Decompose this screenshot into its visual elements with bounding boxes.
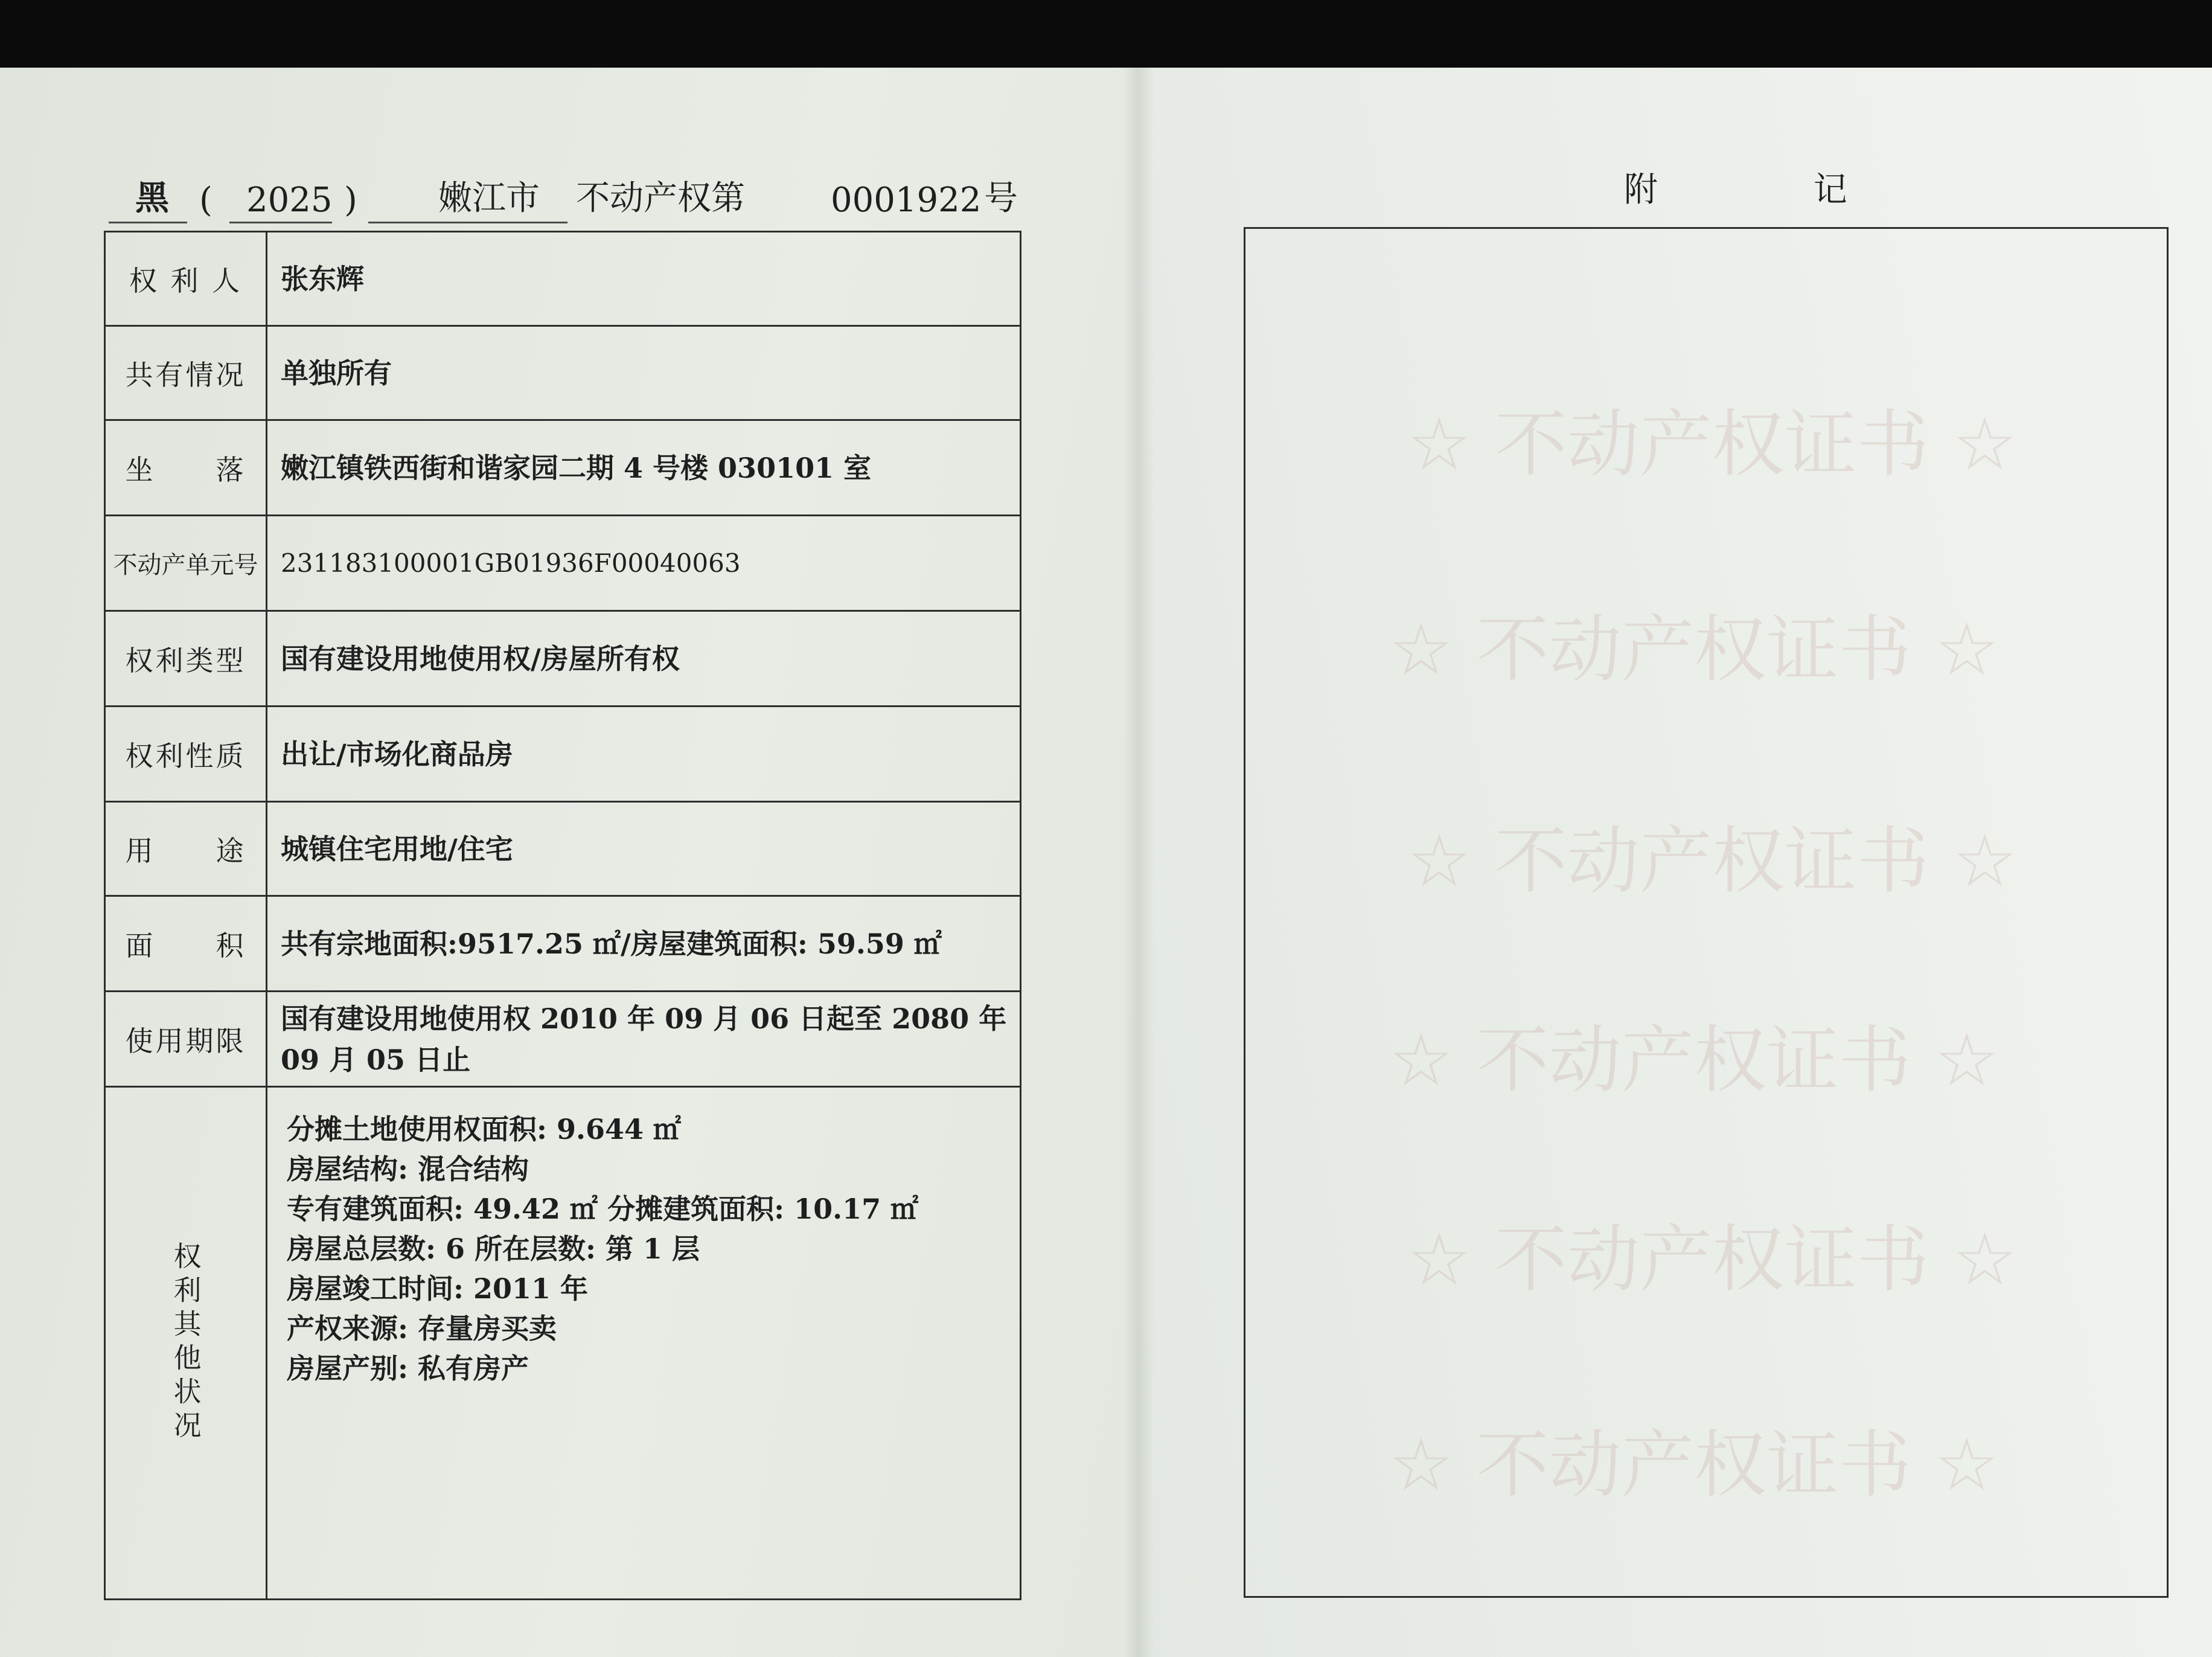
table-row-other-status — [106, 1088, 1020, 1598]
cert-type: 不动产权第 — [576, 179, 745, 218]
certificate-number-line — [109, 158, 1018, 231]
year: 2025 — [246, 181, 333, 220]
table-row — [106, 327, 1020, 421]
row-value: 出让/市场化商品房 — [281, 737, 513, 771]
row-value: 嫩江镇铁西街和谐家园二期 4 号楼 030101 室 — [281, 451, 872, 484]
row-value: 城镇住宅用地/住宅 — [281, 832, 513, 865]
watermark: ☆ 不动产权证书 ☆ — [1389, 1423, 1999, 1507]
watermark: ☆ 不动产权证书 ☆ — [1389, 1019, 1999, 1103]
row-value: 231183100001GB01936F00040063 — [281, 548, 741, 578]
book-fold — [1123, 68, 1154, 1657]
row-value: 国有建设用地使用权/房屋所有权 — [281, 642, 680, 675]
row-label: 共有情况 — [106, 327, 267, 419]
table-row — [106, 803, 1020, 897]
row-label: 不动产单元号 — [106, 516, 267, 610]
other-status-line: 房屋结构: 混合结构 — [287, 1153, 529, 1185]
year-open-paren: ( — [199, 181, 213, 220]
province-code: 黑 — [135, 178, 169, 218]
row-value: 共有宗地面积:9517.25 ㎡/房屋建筑面积: 59.59 ㎡ — [281, 927, 942, 960]
row-value: 张东辉 — [281, 262, 364, 295]
notes-box — [1244, 227, 2169, 1598]
row-label: 面 积 — [106, 897, 267, 990]
cert-suffix: 号 — [984, 179, 1018, 218]
other-status-line: 房屋产别: 私有房产 — [287, 1352, 529, 1385]
other-status-list — [287, 1109, 918, 1388]
table-row — [106, 516, 1020, 612]
other-status-line: 分摊土地使用权面积: 9.644 ㎡ — [287, 1113, 682, 1146]
table-row — [106, 992, 1020, 1088]
other-status-label-cell — [106, 1088, 267, 1598]
watermark: ☆ 不动产权证书 ☆ — [1407, 403, 2018, 487]
watermark: ☆ 不动产权证书 ☆ — [1407, 1218, 2018, 1302]
row-label: 用 途 — [106, 803, 267, 895]
notes-title: 附 记 — [1624, 170, 1920, 210]
other-status-label: 权利其他状况 — [169, 1242, 202, 1444]
table-row — [106, 232, 1020, 327]
table-row — [106, 707, 1020, 803]
row-label: 权 利 人 — [106, 232, 267, 325]
other-status-line: 专有建筑面积: 49.42 ㎡ 分摊建筑面积: 10.17 ㎡ — [287, 1193, 919, 1225]
row-label: 使用期限 — [106, 992, 267, 1086]
row-value: 单独所有 — [281, 356, 392, 389]
cert-number: 0001922 — [831, 181, 982, 220]
other-status-line: 房屋竣工时间: 2011 年 — [287, 1272, 589, 1305]
table-row — [106, 421, 1020, 516]
row-label: 权利性质 — [106, 707, 267, 801]
other-status-line: 产权来源: 存量房买卖 — [287, 1312, 557, 1345]
row-value: 国有建设用地使用权 2010 年 09 月 06 日起至 2080 年 09 月 05 日止 — [281, 1002, 1007, 1076]
table-row — [106, 612, 1020, 707]
watermark: ☆ 不动产权证书 ☆ — [1389, 608, 1999, 692]
property-info-table — [104, 231, 1021, 1600]
year-close-paren: ) — [344, 181, 357, 220]
city: 嫩江市 — [438, 179, 540, 218]
row-label: 权利类型 — [106, 612, 267, 705]
other-status-line: 房屋总层数: 6 所在层数: 第 1 层 — [287, 1232, 700, 1265]
watermark: ☆ 不动产权证书 ☆ — [1407, 819, 2018, 903]
table-row — [106, 897, 1020, 992]
row-label: 坐 落 — [106, 421, 267, 514]
